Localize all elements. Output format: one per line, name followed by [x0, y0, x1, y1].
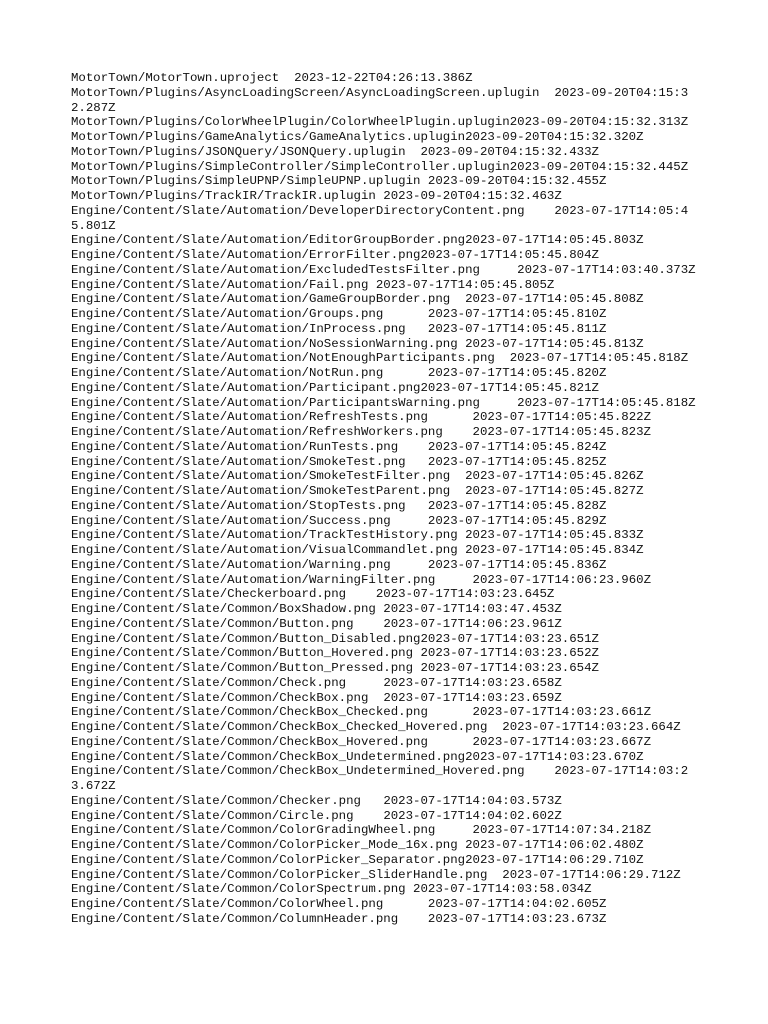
timestamp: 2023-07-17T14:05:45.805Z	[375, 277, 555, 292]
file-path: Engine/Content/Slate/Common/CheckBox_Checked.png	[71, 705, 428, 720]
list-item	[71, 381, 701, 396]
column-gap	[525, 204, 555, 218]
timestamp: 2023-07-17T14:04:02.602Z	[383, 808, 562, 823]
timestamp: 2023-09-20T04:15:32.463Z	[383, 189, 562, 203]
file-path: Engine/Content/Slate/Common/ColorWheel.png	[71, 897, 384, 911]
timestamp: 2023-07-17T14:05:45.820Z	[427, 366, 607, 380]
timestamp: 2023-07-17T14:05:45.834Z	[465, 543, 644, 557]
file-path: Engine/Content/Slate/Automation/RefreshTests.png	[71, 410, 428, 425]
file-path: Engine/Content/Slate/Common/Button_Pressed.png	[71, 661, 414, 675]
list-item	[71, 130, 701, 145]
timestamp: 2023-07-17T14:04:03.573Z	[383, 793, 562, 808]
file-path: MotorTown/Plugins/AsyncLoadingScreen/AsyncLoadingScreen.uplugin	[71, 85, 540, 100]
file-listing	[71, 71, 701, 927]
list-item	[71, 617, 701, 632]
file-path: MotorTown/Plugins/SimpleController/SimpleController.uplugin	[71, 159, 510, 174]
column-gap	[346, 587, 376, 601]
column-gap	[443, 425, 473, 439]
column-gap	[420, 174, 427, 188]
list-item	[71, 558, 701, 573]
column-gap	[428, 705, 473, 719]
column-gap	[458, 337, 465, 351]
file-path: Engine/Content/Slate/Automation/NoSessionWarning.png	[71, 336, 458, 351]
timestamp: 2023-07-17T14:05:45.827Z	[465, 484, 644, 498]
timestamp: 2023-09-20T04:15:32.320Z	[465, 130, 644, 144]
timestamp: 2023-09-20T04:15:32.455Z	[427, 174, 607, 189]
column-gap	[354, 809, 384, 823]
column-gap	[368, 691, 383, 705]
column-gap	[398, 912, 428, 926]
column-gap	[354, 617, 384, 631]
list-item	[71, 189, 701, 204]
timestamp: 2023-07-17T14:05:45.824Z	[427, 439, 607, 454]
list-item	[71, 160, 701, 175]
list-item	[71, 425, 701, 440]
file-path: MotorTown/Plugins/SimpleUPNP/SimpleUPNP.uplugin	[71, 174, 421, 189]
column-gap	[383, 897, 428, 911]
file-path: Engine/Content/Slate/Common/CheckBox.png	[71, 690, 369, 705]
list-item	[71, 528, 701, 543]
timestamp: 2023-07-17T14:05:45.810Z	[427, 307, 607, 321]
column-gap	[391, 558, 428, 572]
column-gap	[406, 145, 421, 159]
timestamp: 2023-07-17T14:03:23.672Z	[71, 764, 689, 793]
timestamp: 2023-07-17T14:05:45.823Z	[472, 425, 651, 439]
file-path: Engine/Content/Slate/Automation/Success.png	[71, 513, 391, 528]
timestamp: 2023-07-17T14:06:23.960Z	[472, 572, 652, 587]
column-gap	[406, 322, 428, 336]
column-gap	[428, 410, 473, 424]
list-item	[71, 307, 701, 322]
timestamp: 2023-07-17T14:06:02.480Z	[465, 838, 644, 852]
file-path: Engine/Content/Slate/Automation/ParticipantsWarning.png	[71, 395, 480, 410]
list-item	[71, 322, 701, 337]
timestamp: 2023-07-17T14:05:45.804Z	[420, 248, 599, 262]
file-path: Engine/Content/Slate/Automation/Fail.png	[71, 277, 369, 292]
file-path: Engine/Content/Slate/Common/BoxShadow.png	[71, 602, 376, 616]
file-path: Engine/Content/Slate/Automation/EditorGroupBorder.png	[71, 233, 466, 248]
column-gap	[435, 573, 472, 587]
file-path: Engine/Content/Slate/Automation/RunTests.png	[71, 439, 399, 454]
column-gap	[406, 499, 428, 513]
timestamp: 2023-07-17T14:06:23.961Z	[383, 616, 562, 631]
timestamp: 2023-07-17T14:05:45.818Z	[517, 395, 696, 410]
column-gap	[383, 366, 428, 380]
file-path: Engine/Content/Slate/Automation/NotEnoughParticipants.png	[71, 351, 495, 366]
timestamp: 2023-07-17T14:03:40.373Z	[517, 262, 696, 277]
timestamp: 2023-07-17T14:07:34.218Z	[472, 823, 652, 838]
timestamp: 2023-09-20T04:15:32.287Z	[71, 85, 689, 115]
column-gap	[406, 882, 413, 896]
list-item	[71, 573, 701, 588]
file-path: Engine/Content/Slate/Automation/RefreshWorkers.png	[71, 425, 443, 439]
timestamp: 2023-07-17T14:05:45.811Z	[427, 321, 607, 336]
file-path: Engine/Content/Slate/Common/ColumnHeader.png	[71, 911, 399, 926]
file-path: Engine/Content/Slate/Common/Circle.png	[71, 808, 354, 823]
column-gap	[428, 735, 473, 749]
timestamp: 2023-07-17T14:05:45.828Z	[427, 498, 607, 513]
timestamp: 2023-07-17T14:05:45.801Z	[71, 203, 689, 233]
timestamp: 2023-09-20T04:15:32.445Z	[509, 159, 689, 174]
list-item	[71, 691, 701, 706]
timestamp: 2023-07-17T14:03:23.659Z	[383, 690, 562, 705]
list-item	[71, 248, 701, 263]
list-item	[71, 86, 701, 116]
timestamp: 2023-07-17T14:06:29.710Z	[465, 852, 644, 867]
list-item	[71, 455, 701, 470]
timestamp: 2023-07-17T14:03:23.658Z	[383, 675, 562, 690]
file-path: Engine/Content/Slate/Checkerboard.png	[71, 587, 347, 602]
column-gap	[391, 514, 428, 528]
file-path: Engine/Content/Slate/Automation/Groups.png	[71, 307, 384, 321]
list-item	[71, 145, 701, 160]
list-item	[71, 853, 701, 868]
file-path: Engine/Content/Slate/Automation/SmokeTestParent.png	[71, 484, 451, 498]
column-gap	[487, 868, 502, 882]
column-gap	[525, 764, 555, 778]
file-path: MotorTown/Plugins/TrackIR/TrackIR.uplugin	[71, 189, 376, 203]
file-path: Engine/Content/Slate/Automation/SmokeTestFilter.png	[71, 469, 451, 484]
file-path: Engine/Content/Slate/Automation/StopTests.png	[71, 498, 406, 513]
list-item	[71, 543, 701, 558]
list-item	[71, 661, 701, 676]
column-gap	[450, 292, 465, 306]
column-gap	[398, 440, 428, 454]
column-gap	[450, 469, 465, 483]
file-path: Engine/Content/Slate/Automation/VisualCommandlet.png	[71, 543, 458, 557]
file-path: Engine/Content/Slate/Common/ColorPicker_SliderHandle.png	[71, 867, 488, 882]
file-path: Engine/Content/Slate/Automation/NotRun.png	[71, 366, 384, 380]
list-item	[71, 174, 701, 189]
file-path: Engine/Content/Slate/Automation/Participant.png	[71, 380, 421, 395]
column-gap	[368, 278, 375, 292]
timestamp: 2023-09-20T04:15:32.313Z	[509, 115, 689, 130]
timestamp: 2023-07-17T14:03:47.453Z	[383, 602, 562, 616]
column-gap	[480, 396, 517, 410]
file-path: Engine/Content/Slate/Common/Button.png	[71, 616, 354, 631]
file-path: Engine/Content/Slate/Common/Checker.png	[71, 793, 361, 808]
timestamp: 2023-12-22T04:26:13.386Z	[294, 71, 473, 85]
timestamp: 2023-07-17T14:05:45.825Z	[427, 454, 607, 469]
column-gap	[480, 263, 517, 277]
file-path: Engine/Content/Slate/Common/ColorPicker_Mode_16x.png	[71, 838, 458, 852]
timestamp: 2023-07-17T14:03:23.645Z	[375, 587, 555, 602]
file-path: Engine/Content/Slate/Automation/InProcess.png	[71, 321, 406, 336]
timestamp: 2023-07-17T14:05:45.833Z	[465, 528, 644, 543]
list-item	[71, 750, 701, 765]
list-item	[71, 897, 701, 912]
column-gap	[495, 351, 510, 365]
file-path: Engine/Content/Slate/Common/ColorSpectrum.png	[71, 882, 406, 897]
list-item	[71, 912, 701, 927]
list-item	[71, 396, 701, 411]
timestamp: 2023-07-17T14:05:45.822Z	[472, 410, 652, 425]
timestamp: 2023-07-17T14:04:02.605Z	[427, 897, 607, 911]
file-path: Engine/Content/Slate/Common/Check.png	[71, 675, 347, 690]
list-item	[71, 882, 701, 897]
list-item	[71, 469, 701, 484]
timestamp: 2023-07-17T14:03:58.034Z	[413, 882, 592, 897]
list-item	[71, 440, 701, 455]
column-gap	[406, 455, 428, 469]
list-item	[71, 278, 701, 293]
file-path: Engine/Content/Slate/Common/CheckBox_Checked_Hovered.png	[71, 720, 488, 734]
timestamp: 2023-07-17T14:05:45.808Z	[465, 292, 644, 307]
timestamp: 2023-07-17T14:03:23.664Z	[502, 720, 681, 734]
timestamp: 2023-09-20T04:15:32.433Z	[420, 144, 599, 159]
file-path: Engine/Content/Slate/Automation/SmokeTest.png	[71, 454, 406, 469]
list-item	[71, 764, 701, 794]
list-item	[71, 514, 701, 529]
file-path: Engine/Content/Slate/Common/CheckBox_Undetermined_Hovered.png	[71, 764, 525, 779]
column-gap	[383, 307, 428, 321]
timestamp: 2023-07-17T14:03:23.651Z	[420, 631, 599, 646]
column-gap	[539, 86, 554, 100]
column-gap	[458, 543, 465, 557]
list-item	[71, 484, 701, 499]
timestamp: 2023-07-17T14:03:23.654Z	[420, 661, 599, 675]
timestamp: 2023-07-17T14:05:45.803Z	[465, 233, 644, 248]
timestamp: 2023-07-17T14:05:45.813Z	[465, 336, 644, 351]
column-gap	[435, 823, 472, 837]
timestamp: 2023-07-17T14:05:45.821Z	[420, 380, 599, 395]
list-item	[71, 337, 701, 352]
column-gap	[279, 71, 294, 85]
column-gap	[361, 794, 383, 808]
list-item	[71, 499, 701, 514]
list-item	[71, 632, 701, 647]
timestamp: 2023-07-17T14:03:23.661Z	[472, 705, 652, 720]
timestamp: 2023-07-17T14:03:23.670Z	[465, 749, 644, 764]
file-path: Engine/Content/Slate/Common/Button_Disabled.png	[71, 631, 421, 646]
list-item	[71, 351, 701, 366]
timestamp: 2023-07-17T14:05:45.818Z	[509, 351, 689, 366]
list-item	[71, 204, 701, 234]
list-item	[71, 676, 701, 691]
file-path: Engine/Content/Slate/Automation/GameGroupBorder.png	[71, 292, 451, 307]
file-path: Engine/Content/Slate/Automation/ErrorFilter.png	[71, 248, 421, 262]
timestamp: 2023-07-17T14:05:45.836Z	[427, 557, 607, 572]
list-item	[71, 809, 701, 824]
list-item	[71, 115, 701, 130]
list-item	[71, 71, 701, 86]
list-item	[71, 366, 701, 381]
file-path: Engine/Content/Slate/Common/CheckBox_Undetermined.png	[71, 749, 466, 764]
list-item	[71, 794, 701, 809]
list-item	[71, 705, 701, 720]
file-path: MotorTown/Plugins/JSONQuery/JSONQuery.uplugin	[71, 144, 406, 159]
list-item	[71, 233, 701, 248]
timestamp: 2023-07-17T14:03:23.673Z	[427, 911, 607, 926]
file-path: MotorTown/Plugins/ColorWheelPlugin/ColorWheelPlugin.uplugin	[71, 115, 510, 130]
column-gap	[346, 676, 383, 690]
column-gap	[458, 838, 465, 852]
timestamp: 2023-07-17T14:05:45.829Z	[427, 513, 607, 528]
file-path: Engine/Content/Slate/Automation/WarningFilter.png	[71, 572, 436, 587]
file-path: MotorTown/MotorTown.uproject	[71, 71, 280, 85]
list-item	[71, 646, 701, 661]
list-item	[71, 263, 701, 278]
list-item	[71, 410, 701, 425]
list-item	[71, 587, 701, 602]
file-path: Engine/Content/Slate/Automation/Warning.png	[71, 557, 391, 572]
timestamp: 2023-07-17T14:03:23.667Z	[472, 734, 652, 749]
list-item	[71, 823, 701, 838]
file-path: Engine/Content/Slate/Automation/TrackTestHistory.png	[71, 528, 458, 543]
file-path: Engine/Content/Slate/Common/Button_Hovered.png	[71, 646, 414, 661]
file-path: Engine/Content/Slate/Automation/ExcludedTestsFilter.png	[71, 262, 480, 277]
timestamp: 2023-07-17T14:05:45.826Z	[465, 469, 644, 484]
column-gap	[487, 720, 502, 734]
file-path: Engine/Content/Slate/Common/ColorGradingWheel.png	[71, 823, 436, 838]
file-path: Engine/Content/Slate/Common/CheckBox_Hovered.png	[71, 734, 428, 749]
column-gap	[458, 528, 465, 542]
column-gap	[450, 484, 465, 498]
list-item	[71, 868, 701, 883]
list-item	[71, 720, 701, 735]
list-item	[71, 602, 701, 617]
timestamp: 2023-07-17T14:03:23.652Z	[420, 646, 599, 661]
file-path: Engine/Content/Slate/Common/ColorPicker_Separator.png	[71, 852, 466, 867]
list-item	[71, 735, 701, 750]
file-path: Engine/Content/Slate/Automation/DeveloperDirectoryContent.png	[71, 203, 525, 218]
file-path: MotorTown/Plugins/GameAnalytics/GameAnalytics.uplugin	[71, 130, 466, 144]
list-item	[71, 838, 701, 853]
timestamp: 2023-07-17T14:06:29.712Z	[502, 867, 681, 882]
list-item	[71, 292, 701, 307]
